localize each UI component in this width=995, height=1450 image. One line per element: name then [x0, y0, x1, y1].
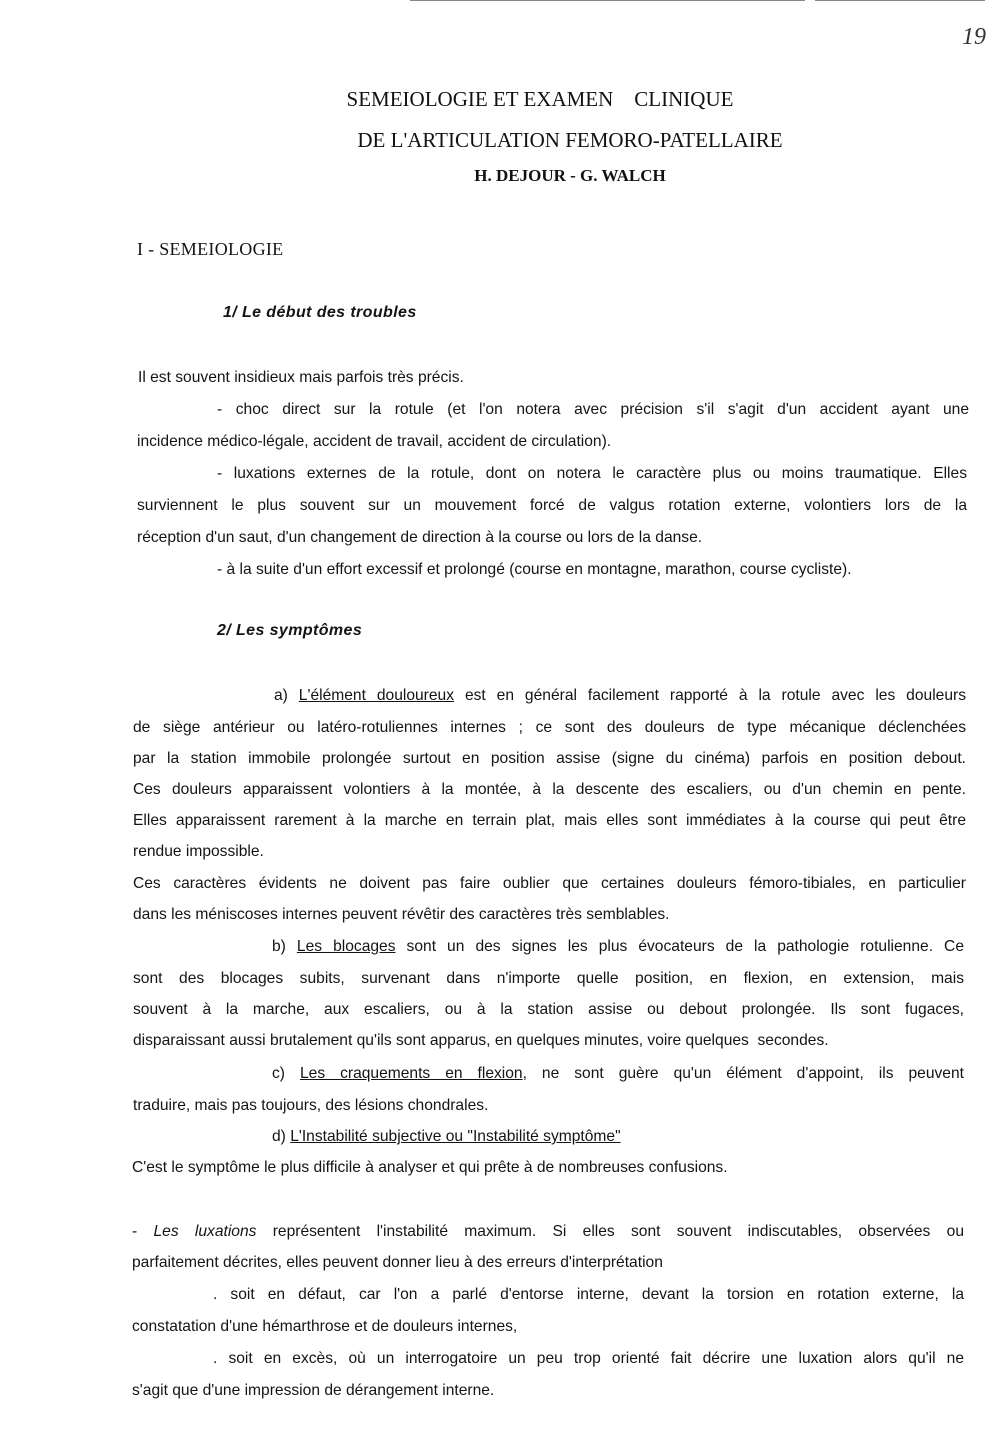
text-line: s'agit que d'une impression de dérangement interne. [132, 1382, 495, 1399]
text-line: - choc direct sur la rotule (et l'on notera avec précision s'il s'agit d'un accident ayant une [217, 401, 969, 418]
text-line: sont des blocages subits, survenant dans n'importe quelle position, en flexion, en extension, mais [133, 970, 964, 987]
text-line [132, 1223, 964, 1241]
text-span: est en général facilement rapporté à la rotule avec les douleurs [454, 687, 967, 704]
text-line [272, 1065, 964, 1083]
text-line: surviennent le plus souvent sur un mouvement forcé de valgus rotation externe, volontiers lors de la [137, 497, 967, 514]
emphasis: Les luxations [153, 1223, 257, 1240]
item-label: d) [272, 1128, 291, 1145]
item-heading: Les craquements en flexion [299, 1065, 523, 1082]
scan-edge-line [815, 0, 985, 1]
subsection-heading-2: 2/ Les symptômes [217, 622, 363, 639]
text-line [272, 938, 964, 956]
text-line: . soit en excès, où un interrogatoire un peu trop orienté fait décrire une luxation alors qu'il ne [213, 1350, 964, 1367]
subsection-heading-1: 1/ Le début des troubles [223, 304, 417, 321]
text-line: C'est le symptôme le plus difficile à analyser et qui prête à de nombreuses confusions. [132, 1159, 728, 1176]
item-heading: L'élément douloureux [298, 687, 455, 704]
text-line: Ces caractères évidents ne doivent pas faire oublier que certaines douleurs fémoro-tibiales, en particulier [133, 875, 966, 892]
item-heading: Les blocages [296, 938, 396, 955]
text-line: Ces douleurs apparaissent volontiers à la montée, à la descente des escaliers, ou d'un chemin en pente. [133, 781, 966, 798]
text-line: parfaitement décrites, elles peuvent donner lieu à des erreurs d'interprétation [132, 1254, 663, 1271]
text-line: dans les méniscoses internes peuvent révêtir des caractères très semblables. [133, 906, 670, 923]
page-number: 19 [962, 24, 986, 50]
text-line: - à la suite d'un effort excessif et prolongé (course en montagne, marathon, course cycliste). [217, 561, 852, 578]
text-span: sont un des signes les plus évocateurs de la pathologie rotulienne. Ce [395, 938, 964, 955]
text-line: . soit en défaut, car l'on a parlé d'entorse interne, devant la torsion en rotation externe, la [213, 1286, 964, 1303]
text-line: rendue impossible. [133, 843, 264, 860]
scan-edge-line [410, 0, 805, 1]
text-line [274, 687, 966, 705]
text-span: représentent l'instabilité maximum. Si elles sont souvent indiscutables, observées ou [256, 1223, 964, 1240]
text-line: Elles apparaissent rarement à la marche en terrain plat, mais elles sont immédiates à la course qui peut être [133, 812, 966, 829]
text-line: disparaissant aussi brutalement qu'ils sont apparus, en quelques minutes, voire quelques secondes. [133, 1032, 829, 1049]
text-line [272, 1128, 621, 1146]
text-span: - [132, 1223, 154, 1240]
item-label: a) [274, 687, 299, 704]
text-line: Il est souvent insidieux mais parfois très précis. [138, 369, 464, 386]
text-line: traduire, mais pas toujours, des lésions chondrales. [133, 1097, 489, 1114]
authors: H. DEJOUR - G. WALCH [474, 166, 666, 185]
text-line: - luxations externes de la rotule, dont on notera le caractère plus ou moins traumatique. Elles [217, 465, 967, 482]
title-line-1: SEMEIOLOGIE ET EXAMEN CLINIQUE [346, 87, 734, 111]
item-label: c) [272, 1065, 300, 1082]
title-line-2: DE L'ARTICULATION FEMORO-PATELLAIRE [357, 128, 783, 152]
text-line: par la station immobile prolongée surtout en position assise (signe du cinéma) parfois en position debout. [133, 750, 966, 767]
text-line: de siège antérieur ou latéro-rotuliennes internes ; ce sont des douleurs de type mécanique déclenchées [133, 719, 966, 736]
text-line: souvent à la marche, aux escaliers, ou à la station assise ou debout prolongée. Ils sont fugaces, [133, 1001, 964, 1018]
text-line: incidence médico-légale, accident de travail, accident de circulation). [137, 433, 612, 450]
text-span: , ne sont guère qu'un élément d'appoint, ils peuvent [522, 1065, 964, 1082]
text-line: réception d'un saut, d'un changement de direction à la course ou lors de la danse. [137, 529, 703, 546]
item-label: b) [272, 938, 297, 955]
text-line: constatation d'une hémarthrose et de douleurs internes, [132, 1318, 518, 1335]
item-heading: L'Instabilité subjective ou "Instabilité symptôme" [290, 1128, 621, 1145]
section-heading: I - SEMEIOLOGIE [137, 239, 284, 259]
